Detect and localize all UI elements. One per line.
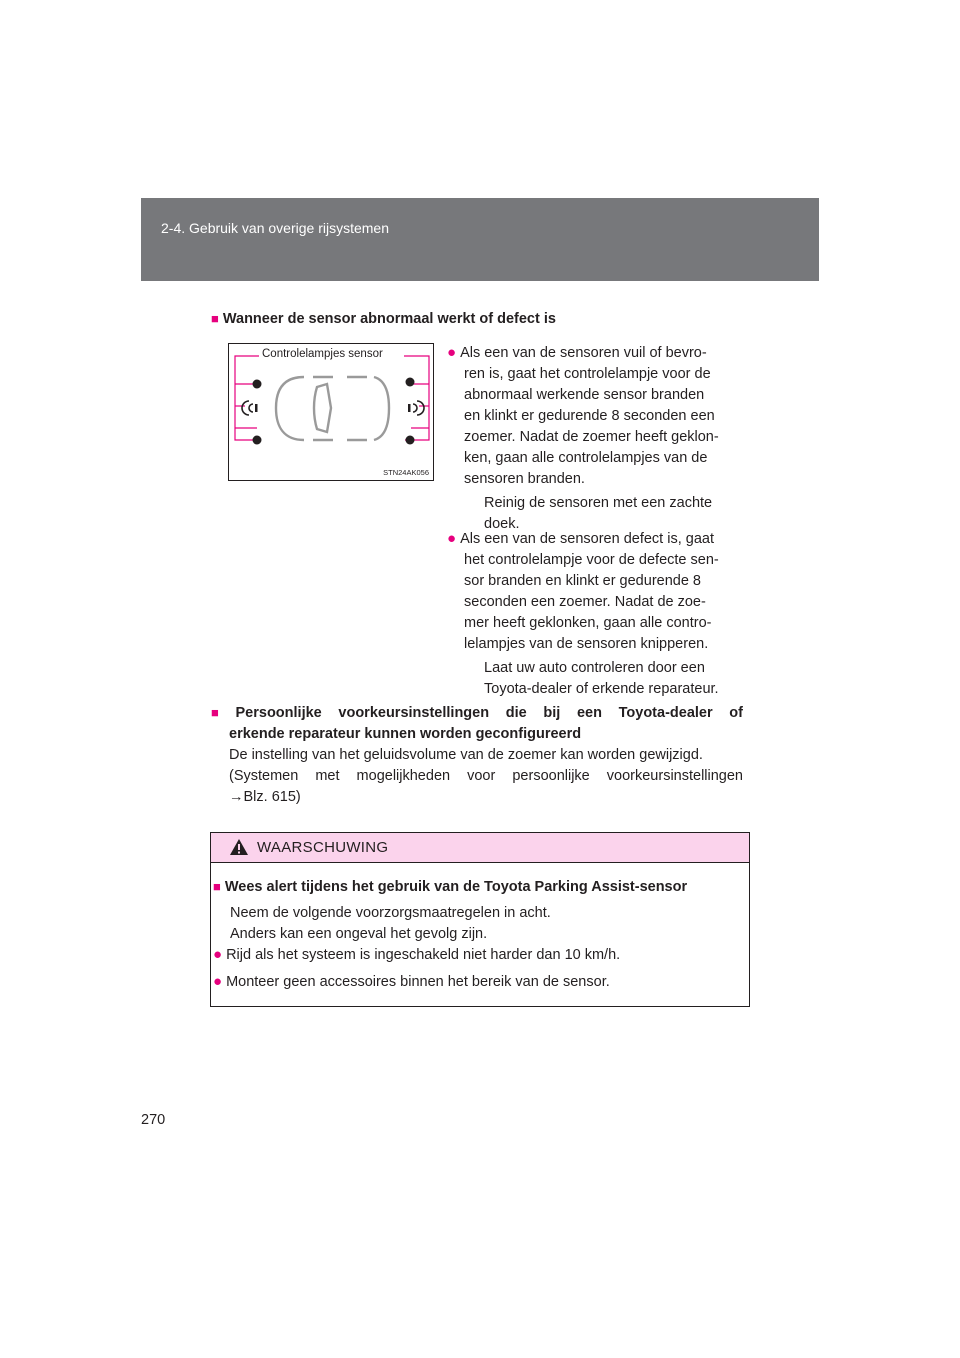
page-reference-link[interactable]: →Blz. 615): [229, 789, 301, 805]
bullet-dirty-sensor: ● Als een van de sensoren vuil of bevro- ren is, gaat het controlelampje voor de abnormaal werkende sensor branden en klinkt er gedurende 8 seconden een zoemer. Nadat de zoemer heeft geklon- ken, gaan alle controlelampjes van de sensoren branden. Reinig de sensoren met een zachte doek.: [447, 344, 719, 532]
warning-bullet-speed: ● Rijd als het systeem is ingeschakeld niet harder dan 10 km/h.: [213, 946, 621, 963]
section-title: 2-4. Gebruik van overige rijsystemen: [161, 220, 389, 236]
section-body-personal-settings: De instelling van het geluidsvolume van de zoemer kan worden gewijzigd. (Systemen met mogelijkheden voor persoonlijke voorkeursinstellingen →Blz. 615): [229, 745, 743, 808]
warning-box: [210, 832, 750, 1007]
section-heading-abnormal: ■ Wanneer de sensor abnormaal werkt of defect is: [211, 311, 556, 327]
warning-bullet-accessories: ● Monteer geen accessoires binnen het bereik van de sensor.: [213, 973, 610, 990]
warning-heading: ■ Wees alert tijdens het gebruik van de Toyota Parking Assist-sensor: [213, 879, 688, 895]
section-header: [141, 198, 819, 281]
warning-triangle-icon: [229, 838, 249, 856]
warning-title: WAARSCHUWING: [257, 839, 389, 856]
square-bullet-icon: ■: [211, 311, 219, 326]
circle-bullet-icon: ●: [447, 344, 457, 361]
warning-body: Neem de volgende voorzorgsmaatregelen in acht. Anders kan een ongeval het gevolg zijn.: [230, 905, 551, 942]
figure-code: STN24AK056: [383, 468, 429, 477]
page-number: 270: [141, 1112, 166, 1128]
circle-bullet-icon: ●: [447, 530, 457, 547]
circle-bullet-icon: ●: [213, 946, 223, 963]
square-bullet-icon: ■: [211, 705, 232, 720]
circle-bullet-icon: ●: [213, 973, 223, 990]
section-heading-personal-settings: ■ Persoonlijke voorkeursinstellingen die bij een Toyota-dealer of erkende reparateur kunnen worden geconfigureerd: [211, 705, 743, 742]
car-sensor-illustration: [229, 344, 433, 480]
warning-header: [211, 833, 749, 863]
figure-label: Controlelampjes sensor: [259, 348, 386, 360]
bullet-defect-sensor: ● Als een van de sensoren defect is, gaat het controlelampje voor de defecte sen- sor branden en klinkt er gedurende 8 seconden een zoemer. Nadat de zoe- mer heeft geklonken, gaan alle contro- lelampjes van de sensoren knipperen. Laat uw auto controleren door een Toyota-dealer of erkende reparateur.: [447, 530, 719, 697]
sensor-indicator-figure: [228, 343, 434, 481]
square-bullet-icon: ■: [213, 879, 221, 894]
